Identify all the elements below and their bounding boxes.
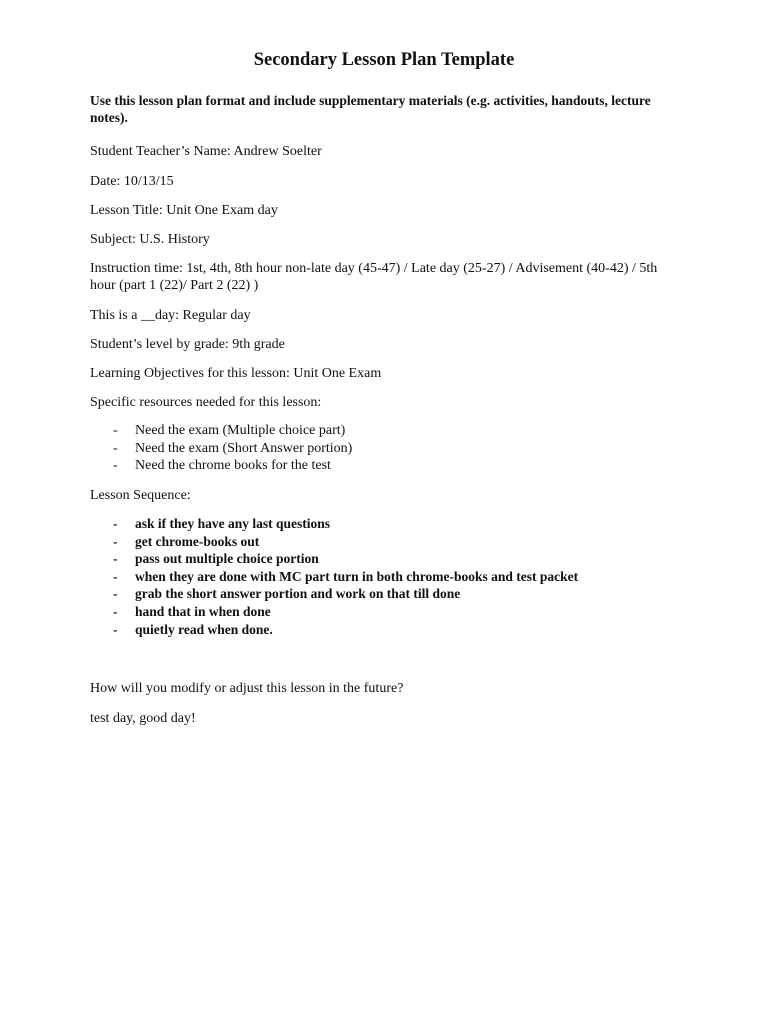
sequence-step <box>113 533 578 551</box>
page-title: Secondary Lesson Plan Template <box>253 50 515 70</box>
intro-instructions: Use this lesson plan format and include supplementary materials (e.g. activities, handouts, lecture notes). <box>90 93 651 125</box>
list-item-text: Need the exam (Short Answer portion) <box>135 440 353 456</box>
sequence-step <box>113 603 578 621</box>
learning-objectives-field: Learning Objectives for this lesson: Unit One Exam <box>90 366 382 381</box>
sequence-step <box>113 621 578 639</box>
teacher-name-field: Student Teacher’s Name: Andrew Soelter <box>90 144 322 159</box>
day-type-field: This is a __day: Regular day <box>90 308 251 323</box>
sequence-step <box>113 568 578 586</box>
list-item-text: get chrome-books out <box>135 533 260 549</box>
list-bullet: - <box>113 603 118 619</box>
lesson-sequence-label: Lesson Sequence: <box>90 488 191 503</box>
list-item-text: pass out multiple choice portion <box>135 551 319 567</box>
list-bullet: - <box>113 440 118 456</box>
resources-list <box>113 422 352 475</box>
list-bullet: - <box>113 621 118 637</box>
list-item-text: Need the exam (Multiple choice part) <box>135 423 346 438</box>
sequence-step <box>113 550 578 568</box>
modify-answer: test day, good day! <box>90 711 196 726</box>
lesson-sequence-list <box>113 515 578 638</box>
date-field: Date: 10/13/15 <box>90 174 174 189</box>
list-item-text: when they are done with MC part turn in both chrome-books and test packet <box>135 568 579 584</box>
grade-level-field: Student’s level by grade: 9th grade <box>90 337 285 352</box>
lesson-title-field: Lesson Title: Unit One Exam day <box>90 203 278 218</box>
list-bullet: - <box>113 568 118 584</box>
resources-label: Specific resources needed for this lesson: <box>90 395 322 410</box>
list-item-text: ask if they have any last questions <box>135 516 331 531</box>
modify-question: How will you modify or adjust this lesson in the future? <box>90 681 404 696</box>
sequence-step <box>113 585 578 603</box>
list-item-text: quietly read when done. <box>135 621 273 637</box>
list-bullet: - <box>113 533 118 549</box>
list-item-text: grab the short answer portion and work on that till done <box>135 586 461 602</box>
list-bullet: - <box>113 423 118 438</box>
list-bullet: - <box>113 551 118 567</box>
resource-item <box>113 440 352 458</box>
list-item-text: Need the chrome books for the test <box>135 458 331 474</box>
resource-item <box>113 457 352 475</box>
subject-field: Subject: U.S. History <box>90 232 210 247</box>
instruction-time-field: Instruction time: 1st, 4th, 8th hour non-late day (45-47) / Late day (25-27) / Advisement (40-42) / 5th hour (part 1 (22)/ Part 2 (22) ) <box>90 261 658 293</box>
list-bullet: - <box>113 458 118 474</box>
sequence-step <box>113 515 578 533</box>
list-bullet: - <box>113 516 118 531</box>
list-item-text: hand that in when done <box>135 603 271 619</box>
list-bullet: - <box>113 586 118 602</box>
resource-item <box>113 422 352 440</box>
